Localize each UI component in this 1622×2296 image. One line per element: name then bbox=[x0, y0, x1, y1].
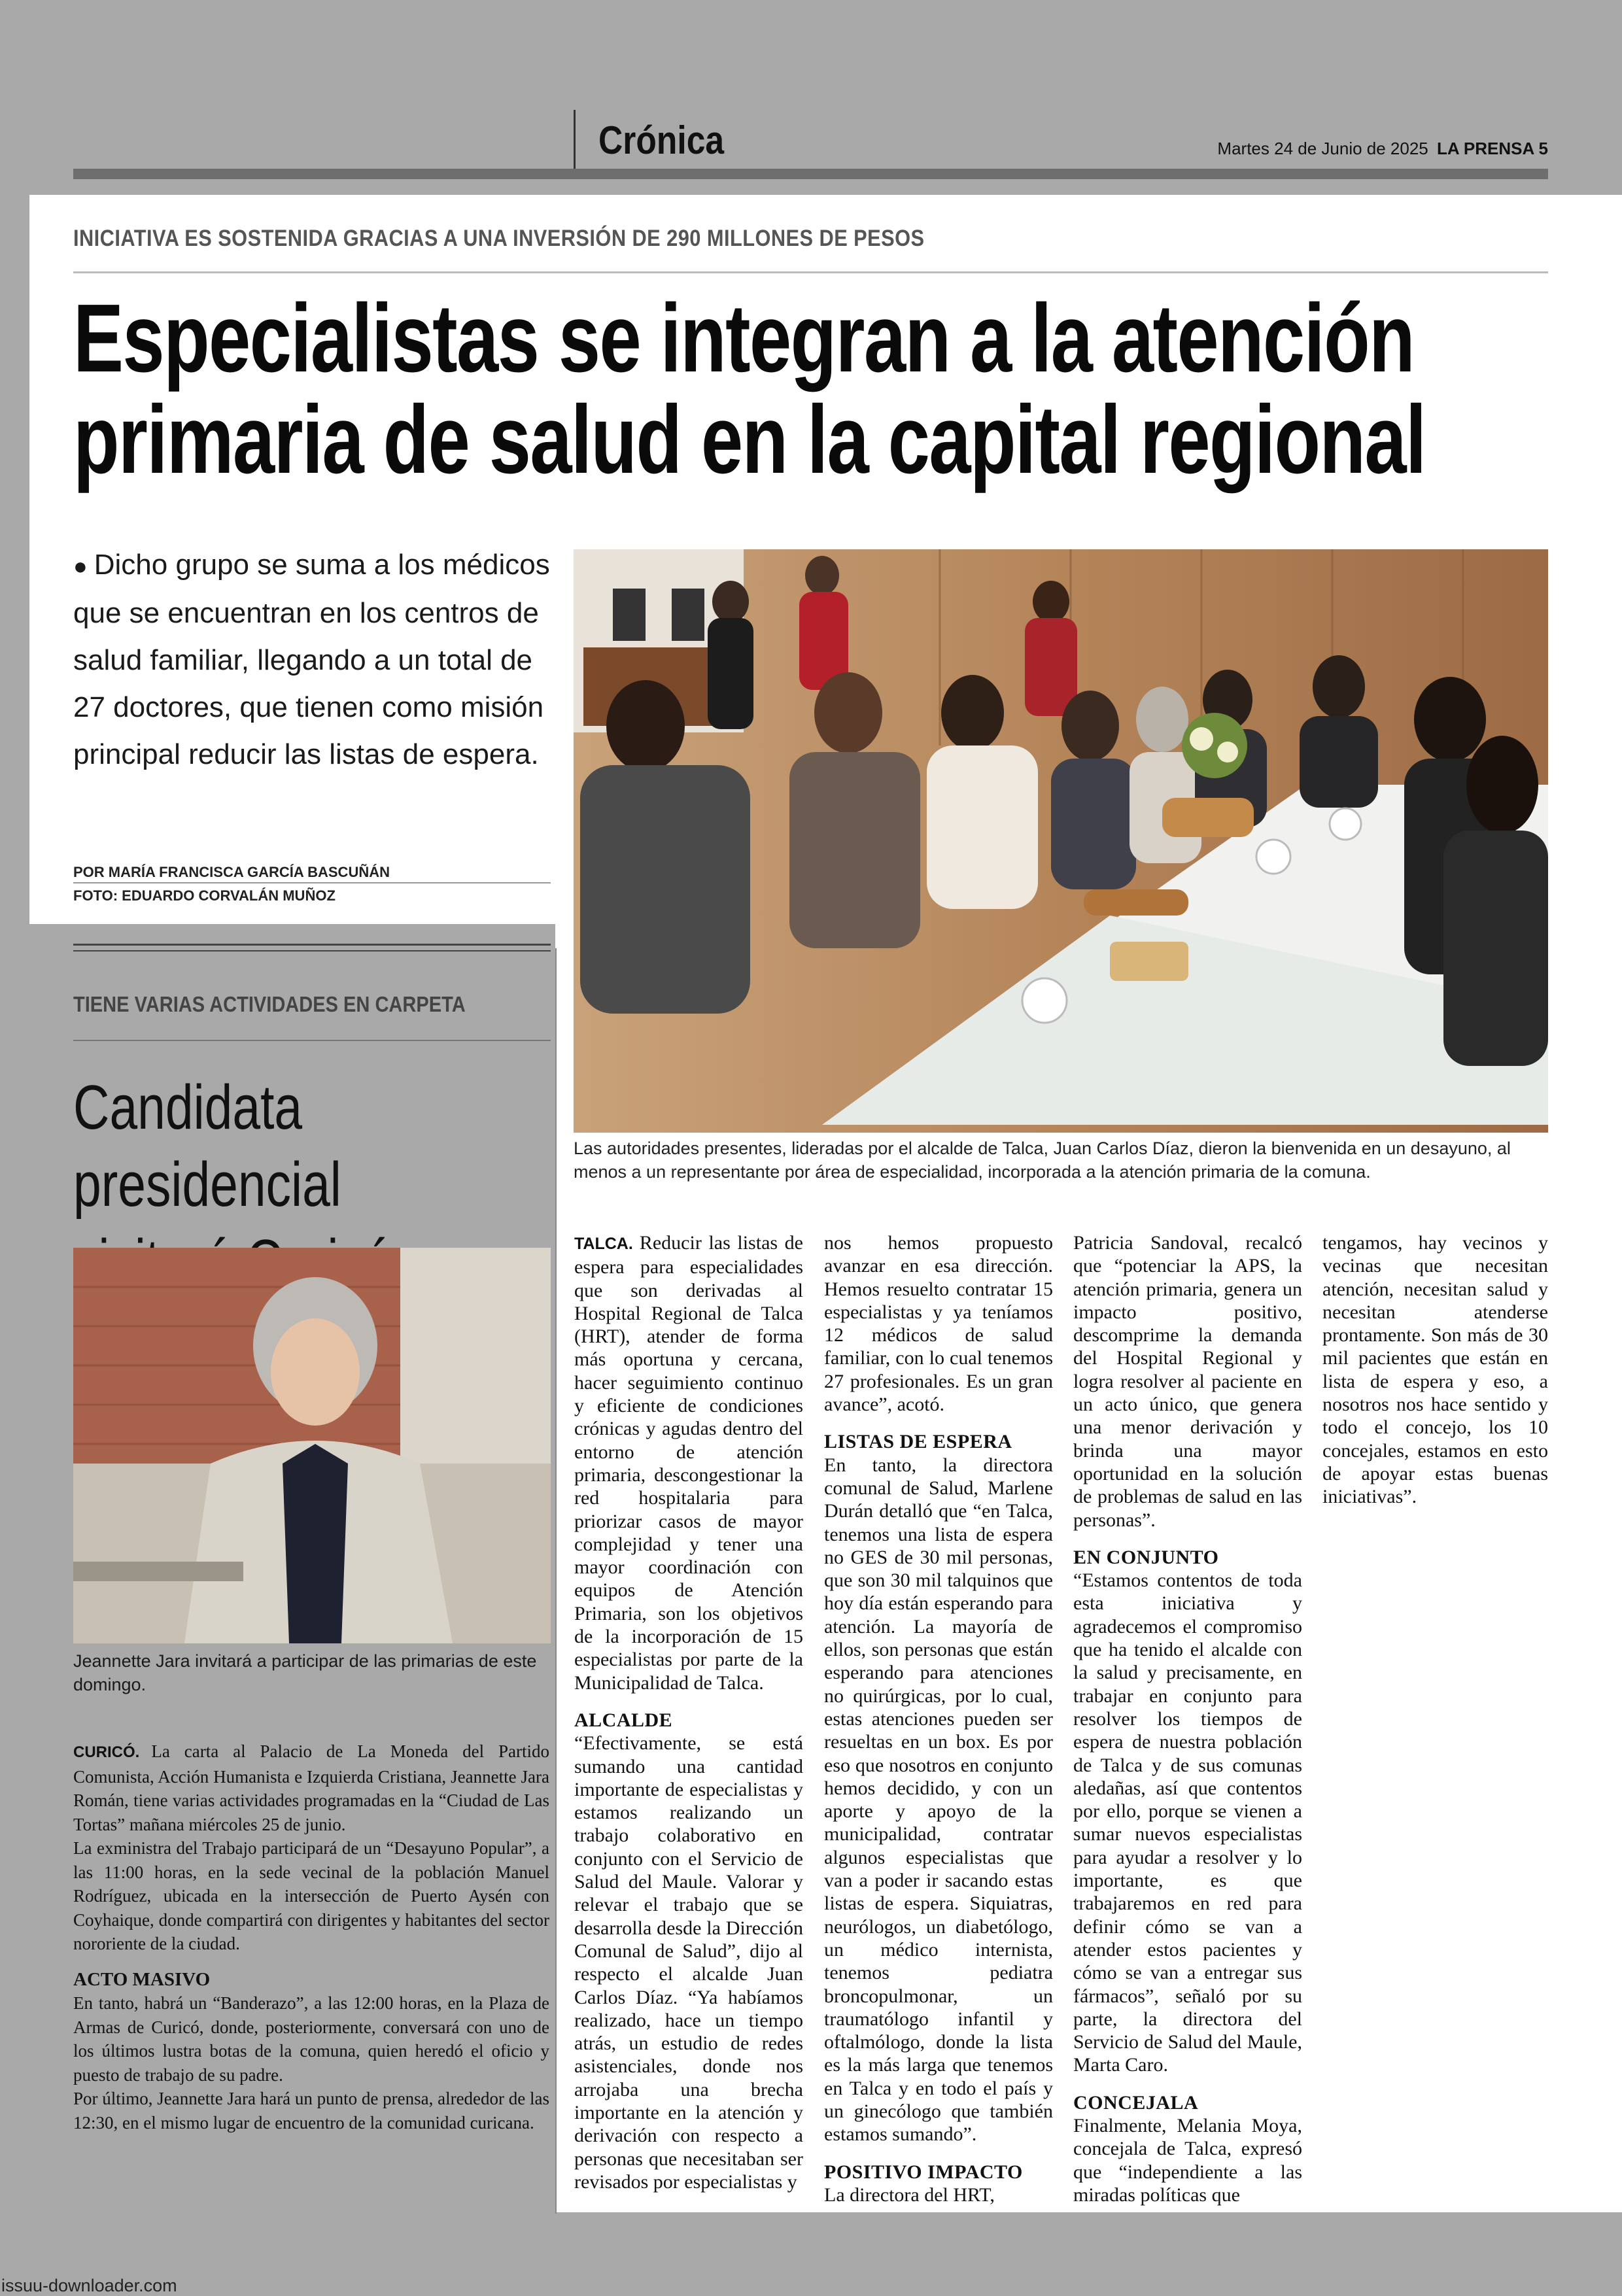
section-title: Crónica bbox=[598, 118, 725, 162]
body-subhead bbox=[1073, 2091, 1302, 2114]
main-headline-line-2: primaria de salud en la capital regional bbox=[73, 386, 1426, 494]
side-article-rule-bottom bbox=[73, 950, 551, 951]
body-paragraph-text: nos hemos propuesto avanzar en esa dirección. Hemos resuelto contratar 15 especialistas y ya teníamos 12 médicos de salud familiar, con lo cual tenemos 27 profesionales. Es un gran avance”, acotó. bbox=[824, 1232, 1053, 1416]
side-kicker: TIENE VARIAS ACTIVIDADES EN CARPETA bbox=[73, 992, 466, 1016]
byline bbox=[73, 861, 390, 908]
side-subhead: ACTO MASIVO bbox=[73, 1968, 211, 1990]
body-subhead-text: ALCALDE bbox=[574, 1709, 673, 1731]
body-paragraph-text: “Efectivamente, se está sumando una cantidad importante de especialistas y estamos realizando un trabajo colaborativo en conjunto con el Servicio de Salud del Maule. Valorar y relevar el trabajo que se desarrolla desde la Dirección Comunal de Salud”, dijo al respecto el alcalde Juan Carlos Díaz. “Ya habíamos realizado, hace un tiempo atrás, un estudio de redes asistenciales, donde nos arrojaba una brecha importante en la atención y derivación con respecto a personas que necesitaban ser revisados por especialistas y bbox=[574, 1732, 803, 2193]
body-subhead-text: LISTAS DE ESPERA bbox=[824, 1431, 1012, 1453]
body-subhead bbox=[824, 2161, 1053, 2184]
body-subhead bbox=[574, 1709, 803, 1732]
body-subhead-text: EN CONJUNTO bbox=[1073, 1546, 1219, 1568]
body-subhead-text: CONCEJALA bbox=[1073, 2091, 1199, 2114]
main-photo-caption: Las autoridades presentes, lideradas por el alcalde de Talca, Juan Carlos Díaz, dieron la bienvenida en un desayuno, al menos a un representante por área de especialidad, incorporada a la atención primaria de la comuna. bbox=[574, 1139, 1511, 1182]
issue-date: Martes 24 de Junio de 2025 bbox=[1217, 139, 1428, 158]
body-paragraph-text: En tanto, la directora comunal de Salud, Marlene Durán detalló que “en Talca, tenemos una lista de espera no GES de 30 mil personas, que son 30 mil talquinos que hoy día están esperando para atención. La mayoría de ellos, son personas que están esperando para atenciones no quirúrgicas, por lo cual, estas atenciones pueden ser resueltas en un box. Es por eso que nosotros en conjunto hemos decidido, y con un aporte y apoyo de la municipalidad, contratar algunos especialistas que van a poder ir sacando estas listas de espera. Siquiatras, neurólogos, un diabetólogo, un médico internista, tenemos pediatra broncopulmonar, un traumatólogo infantil y oftalmólogo, donde la lista es la más larga que tenemos en Talca y en todo el país y un ginecólogo que también estamos sumando”. bbox=[824, 1454, 1053, 2146]
body-paragraph-text: Reducir las listas de espera para especialidades que son derivadas al Hospital Regional de Talca (HRT), atender de forma más oportuna y cercana, hacer seguimiento continuo y eficiente de condiciones crónicas y agudas dentro del entorno de atención primaria, descongestionar la red hospitalaria para priorizar casos de mayor complejidad y tener una mayor coordinación con equipos de Atención Primaria, son los objetivos de la incorporación de 15 especialistas por parte de la Municipalidad de Talca. bbox=[574, 1232, 803, 1694]
side-paragraph bbox=[73, 1739, 549, 1836]
bullet-icon: ● bbox=[73, 553, 88, 579]
body-column-3 bbox=[1073, 1231, 1302, 2206]
body-paragraph bbox=[824, 1231, 1053, 1416]
photo-credit: FOTO: EDUARDO CORVALÁN MUÑOZ bbox=[73, 887, 336, 904]
column-divider bbox=[555, 948, 557, 2214]
main-headline bbox=[73, 284, 1426, 494]
body-column-2 bbox=[824, 1231, 1053, 2206]
side-paragraph: La exministra del Trabajo participará de un “Desayuno Popular”, a las 11:00 horas, en la sede vecinal de la población Manuel Rodríguez, ubicada en la intersección de Puerto Aysén con Coyhaique, donde compartirá con dirigentes y habitantes del sector nororiente de la ciudad. bbox=[73, 1838, 549, 1953]
author: POR MARÍA FRANCISCA GARCÍA BASCUÑÁN bbox=[73, 864, 390, 880]
byline-rule bbox=[73, 882, 551, 883]
body-paragraph-text: tengamos, hay vecinos y vecinas que necesitan atención, necesitan salud y necesitan atenderse prontamente. Son más de 30 mil pacientes que están en lista de espera y eso, a nosotros nos hace sentido y todo el concejo, los 10 concejales, estamos en esto de apoyar estas buenas iniciativas”. bbox=[1322, 1232, 1548, 1508]
body-subhead-text: POSITIVO IMPACTO bbox=[824, 2161, 1023, 2183]
body-paragraph bbox=[1073, 2114, 1302, 2206]
main-summary bbox=[73, 541, 557, 778]
body-subhead bbox=[824, 1430, 1053, 1453]
side-headline-line-1: Candidata presidencial bbox=[73, 1072, 341, 1220]
side-paragraph-text: La carta al Palacio de La Moneda del Partido Comunista, Acción Humanista e Izquierda Cristiana, Jeannette Jara Román, tiene varias actividades programadas en la “Ciudad de Las Tortas” mañana miércoles 25 de junio. bbox=[73, 1741, 549, 1834]
side-paragraph: En tanto, habrá un “Banderazo”, a las 12:00 horas, en la Plaza de Armas de Curicó, donde, posteriormente, conversará con uno de los últimos lustra botas de la comuna, quien heredó el oficio y puesto de trabajo de su padre. bbox=[73, 1993, 549, 2085]
main-photo bbox=[574, 549, 1548, 1133]
body-paragraph bbox=[1073, 1231, 1302, 1532]
summary-text: Dicho grupo se suma a los médicos que se encuentran en los centros de salud familiar, llegando a un total de 27 doctores, que tienen como misión principal reducir las listas de espera. bbox=[73, 549, 550, 770]
main-headline-line-1: Especialistas se integran a la atención bbox=[73, 284, 1415, 392]
candidate-photo bbox=[73, 1248, 551, 1643]
body-subhead bbox=[1073, 1546, 1302, 1569]
body-paragraph bbox=[1073, 1569, 1302, 2077]
body-paragraph-text: “Estamos contentos de toda esta iniciativa y agradecemos el compromiso que ha tenido el alcalde con la salud y precisamente, en trabajar en conjunto para resolver los tiempos de espera de nuestra población de Talca y de sus comunas aledañas, así que contentos por ello, porque se vienen a sumar nuevos especialistas para ayudar a resolver y lo importante, es que trabajaremos en red para definir cómo se van a atender estos pacientes y cómo se van a entregar sus fármacos”, señaló por su parte, la directora del Servicio de Salud del Maule, Marta Caro. bbox=[1073, 1569, 1302, 2076]
main-kicker: INICIATIVA ES SOSTENIDA GRACIAS A UNA INVERSIÓN DE 290 MILLONES DE PESOS bbox=[73, 226, 925, 251]
body-paragraph-text: Patricia Sandoval, recalcó que “potenciar la APS, la atención primaria, genera un impacto positivo, descomprime la demanda del Hospital Regional y logra resolver al paciente en un acto único, que genera una menor derivación y brinda una mayor oportunidad en la solución de problemas de salud en las personas”. bbox=[1073, 1232, 1302, 1531]
side-article-body bbox=[73, 1739, 549, 2134]
body-paragraph bbox=[824, 1454, 1053, 2146]
body-paragraph bbox=[824, 2184, 1053, 2206]
side-article-rule-top bbox=[73, 944, 551, 946]
body-paragraph bbox=[574, 1231, 803, 1694]
side-kicker-rule bbox=[73, 1040, 551, 1041]
candidate-portrait-illustration bbox=[73, 1248, 551, 1643]
candidate-photo-caption: Jeannette Jara invitará a participar de las primarias de este domingo. bbox=[73, 1651, 537, 1694]
body-paragraph-text: La directora del HRT, bbox=[824, 2184, 995, 2206]
breakfast-meeting-photo-illustration bbox=[574, 549, 1548, 1133]
source-watermark: issuu-downloader.com bbox=[1, 2276, 177, 2295]
side-paragraph: Por último, Jeannette Jara hará un punto de prensa, alrededor de las 12:30, en el mismo lugar de encuentro de la comunidad curicana. bbox=[73, 2089, 549, 2133]
kicker-rule bbox=[73, 271, 1548, 273]
side-dateline: CURICÓ. bbox=[73, 1743, 140, 1761]
dateline: TALCA. bbox=[574, 1235, 640, 1253]
body-paragraph bbox=[1322, 1231, 1548, 1509]
header-dateline bbox=[1217, 139, 1548, 159]
publication-page: LA PRENSA 5 bbox=[1437, 139, 1548, 158]
body-column-1 bbox=[574, 1231, 803, 2193]
body-column-4 bbox=[1322, 1231, 1548, 1509]
header-rule bbox=[73, 169, 1548, 179]
header-divider bbox=[574, 110, 576, 169]
body-paragraph bbox=[574, 1732, 803, 2193]
body-paragraph-text: Finalmente, Melania Moya, concejala de Talca, expresó que “independiente a las miradas políticas que bbox=[1073, 2114, 1302, 2206]
